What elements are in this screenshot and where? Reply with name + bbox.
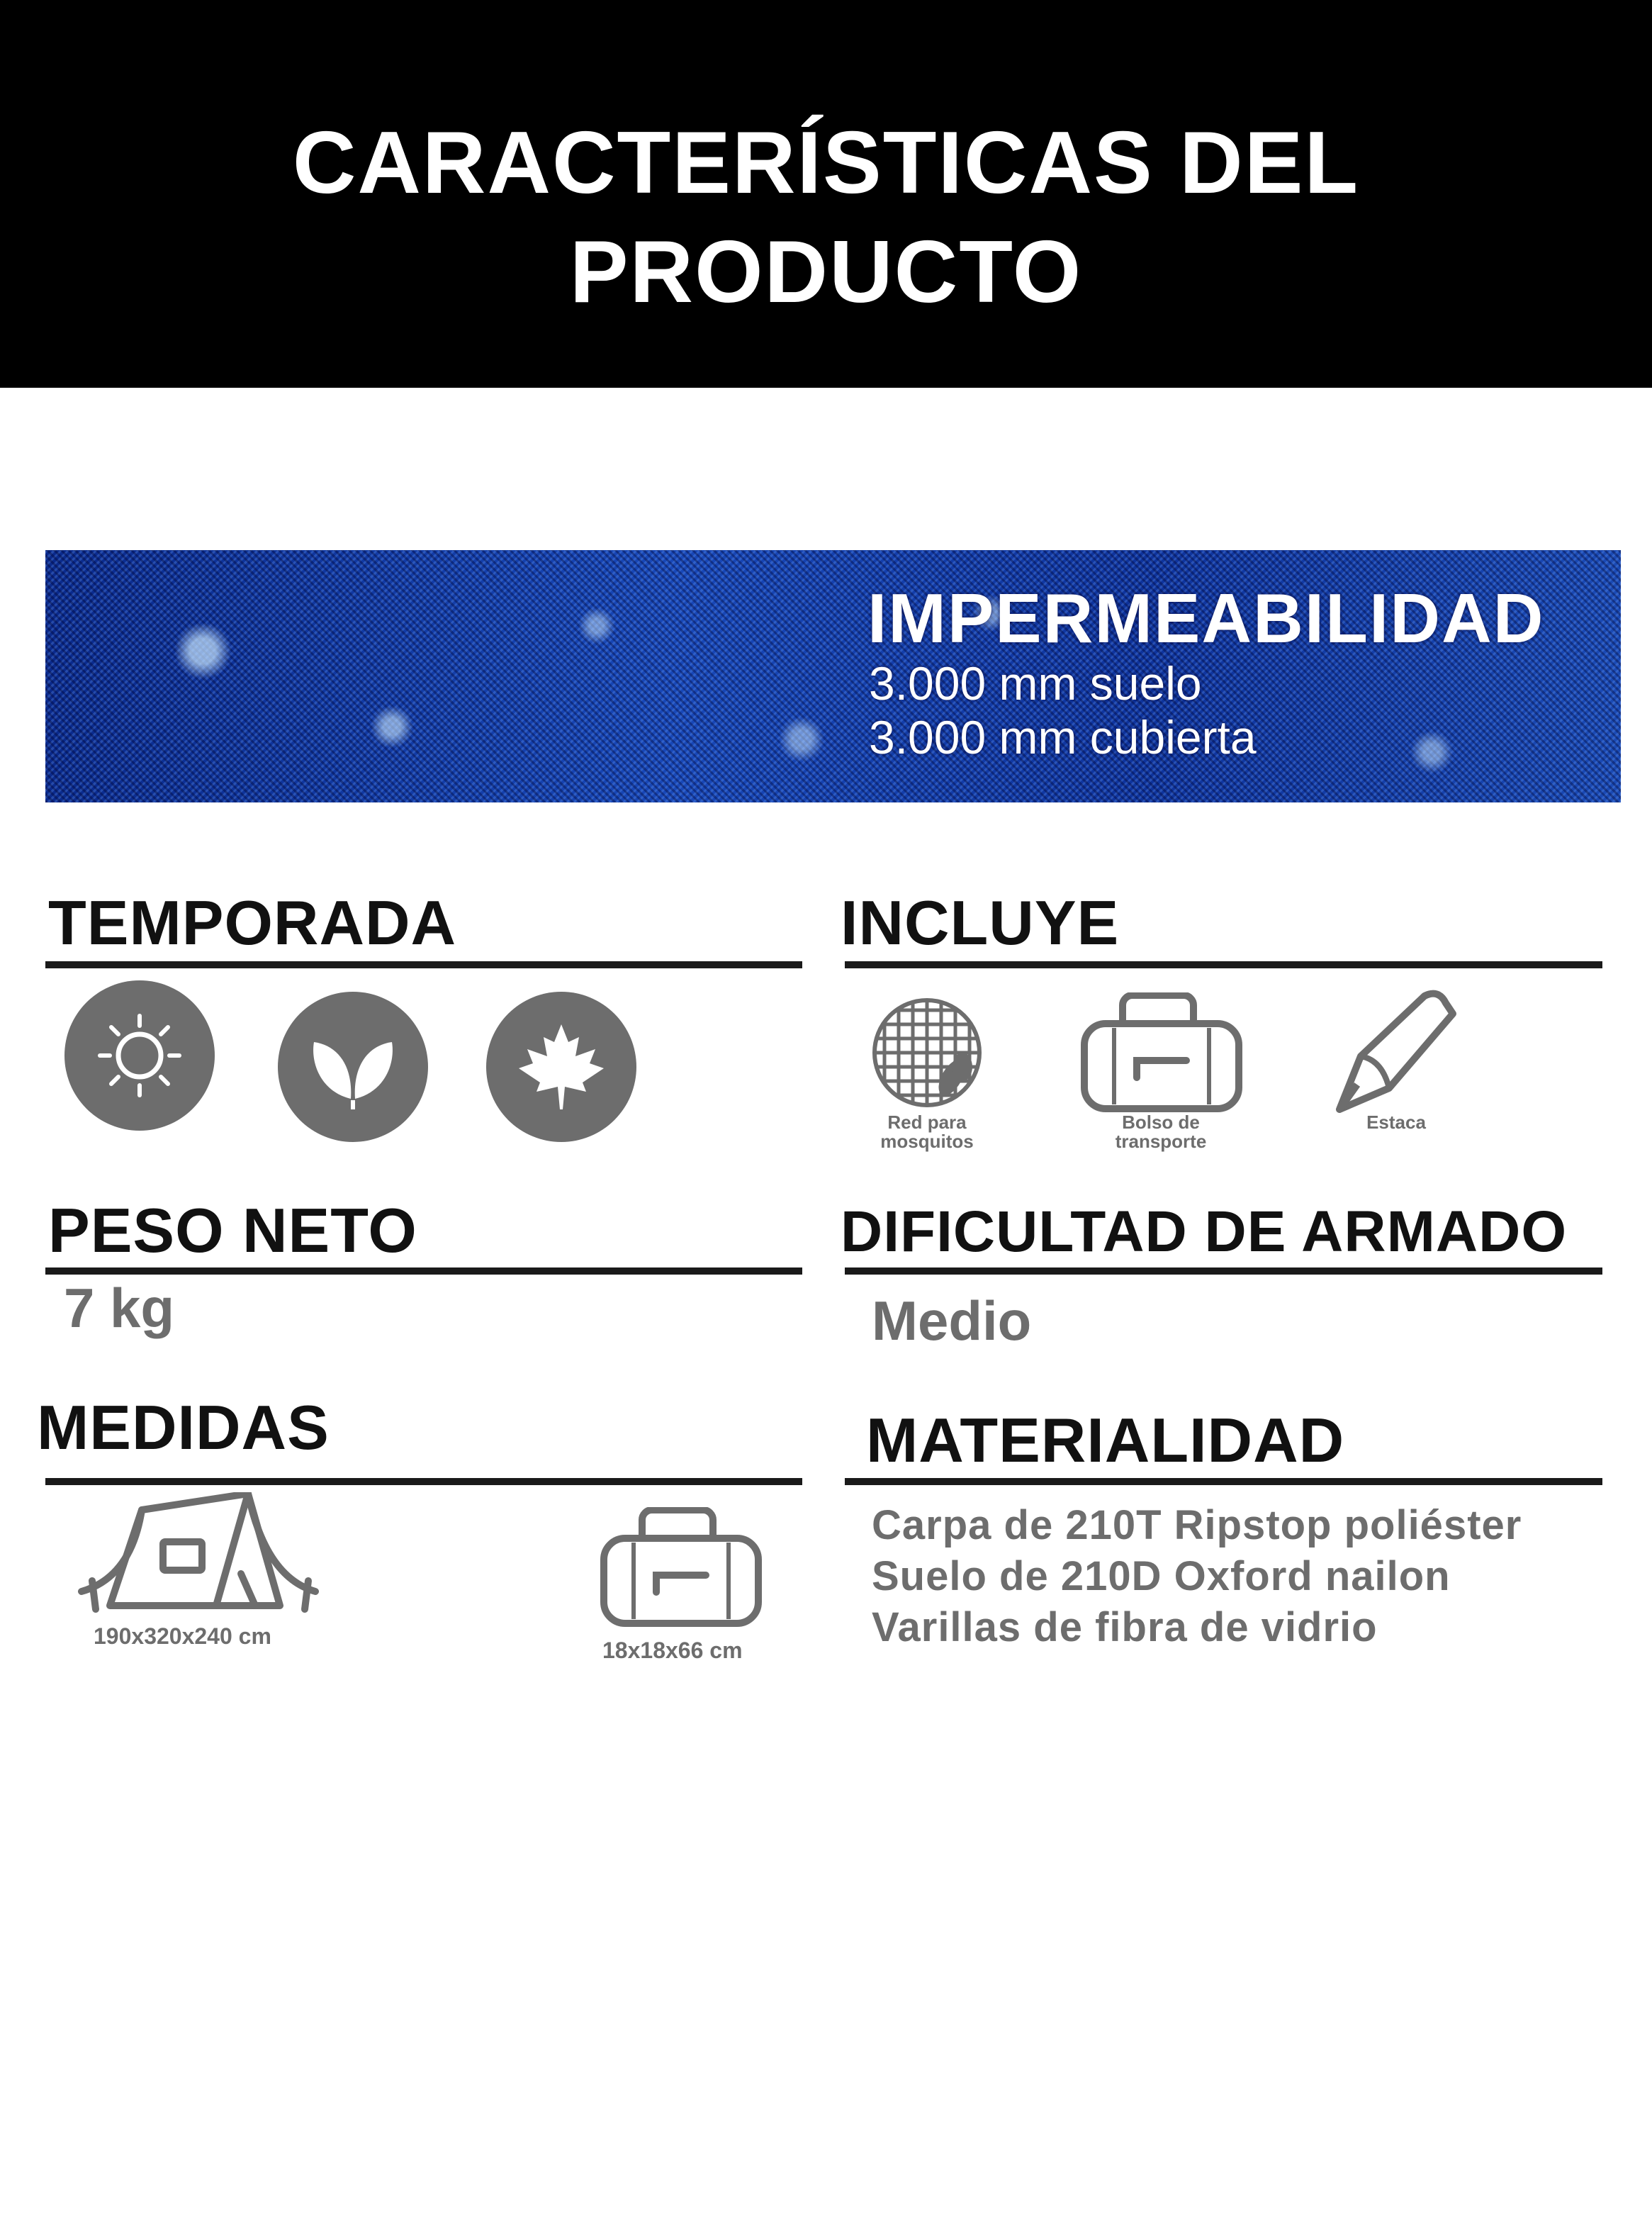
divider — [45, 961, 802, 968]
tent-dimensions: 190x320x240 cm — [94, 1623, 271, 1649]
incluye-heading: INCLUYE — [841, 888, 1120, 958]
banner-title: IMPERMEABILIDAD — [867, 579, 1545, 657]
page-title-line2: PRODUCTO — [569, 223, 1083, 321]
stake-icon — [1332, 989, 1460, 1116]
peso-heading: PESO NETO — [48, 1195, 417, 1265]
bag-icon — [1080, 992, 1243, 1113]
leaves-icon — [278, 992, 428, 1142]
temporada-heading: TEMPORADA — [48, 888, 457, 958]
divider — [45, 1478, 802, 1485]
peso-value: 7 kg — [64, 1277, 175, 1339]
material-line: Carpa de 210T Ripstop poliéster — [872, 1502, 1522, 1548]
sun-icon — [64, 980, 215, 1131]
material-line: Suelo de 210D Oxford nailon — [872, 1553, 1451, 1599]
dificultad-heading: DIFICULTAD DE ARMADO — [841, 1199, 1568, 1264]
maple-leaf-icon — [486, 992, 636, 1142]
divider — [845, 961, 1602, 968]
banner-line2: 3.000 mm cubierta — [869, 711, 1257, 763]
divider — [845, 1478, 1602, 1485]
tent-icon — [74, 1492, 330, 1616]
materialidad-heading: MATERIALIDAD — [866, 1405, 1345, 1475]
header-bar — [0, 0, 1652, 388]
waterproof-banner — [45, 550, 1621, 802]
dificultad-value: Medio — [872, 1289, 1032, 1352]
bag-dimensions: 18x18x66 cm — [602, 1638, 743, 1663]
page-title-line1: CARACTERÍSTICAS DEL — [292, 114, 1360, 212]
divider — [845, 1267, 1602, 1275]
medidas-heading: MEDIDAS — [37, 1392, 330, 1462]
material-line: Varillas de fibra de vidrio — [872, 1604, 1378, 1650]
mosquito-net-icon — [870, 996, 984, 1109]
divider — [45, 1267, 802, 1275]
banner-line1: 3.000 mm suelo — [869, 657, 1202, 710]
stake-label: Estaca — [1366, 1112, 1426, 1133]
bag-label: Bolso de transporte — [1115, 1112, 1207, 1153]
mosquito-net-label: Red para mosquitos — [880, 1112, 974, 1153]
materialidad-list — [872, 1500, 1522, 1653]
bag-icon — [600, 1507, 763, 1628]
